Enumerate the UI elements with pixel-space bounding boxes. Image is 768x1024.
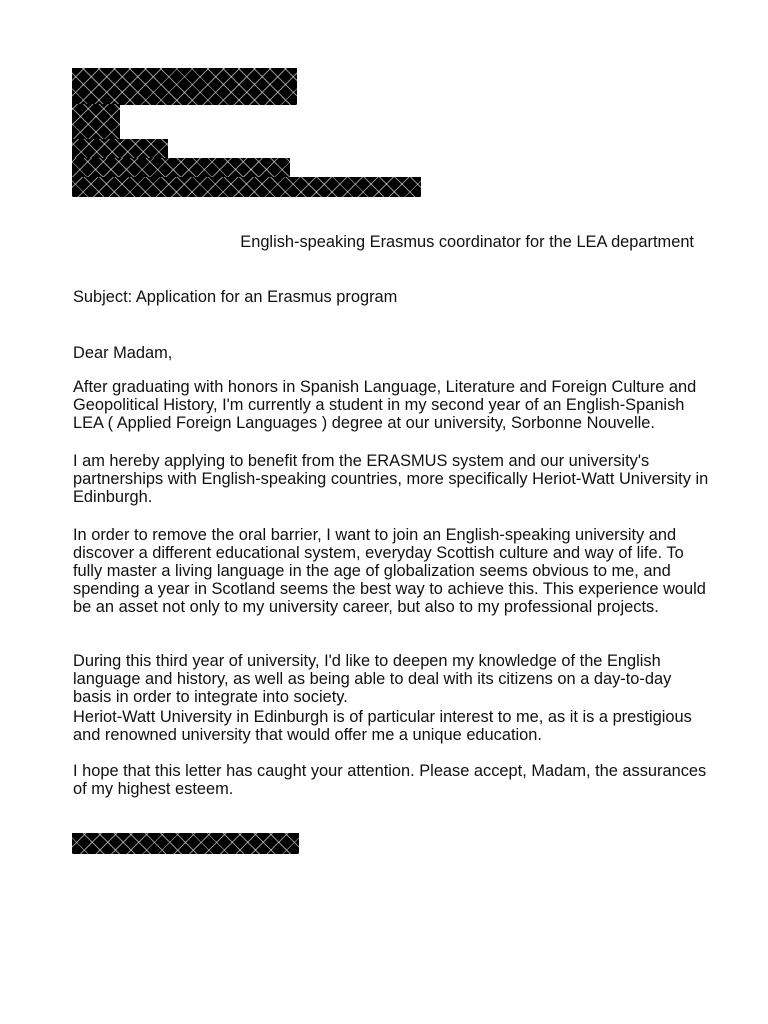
subject-line: Subject: Application for an Erasmus program [73,288,398,306]
redaction-bar [72,139,168,159]
redaction-bar [72,177,421,197]
redaction-bar [72,104,120,140]
body-paragraph-1b: I am hereby applying to benefit from the ERASMUS system and our university's partnerships with English-speaking countries, more specifically Heriot-Watt University in Edinburgh. [73,452,709,506]
redaction-bar [72,158,290,178]
body-paragraph-3b: Heriot-Watt University in Edinburgh is of particular interest to me, as it is a prestigious and renowned university that would offer me a unique education. [73,708,692,744]
recipient-line: English-speaking Erasmus coordinator for the LEA department [240,233,694,251]
salutation: Dear Madam, [73,344,173,362]
body-paragraph-2: In order to remove the oral barrier, I want to join an English-speaking university and discover a different educational system, everyday Scottish culture and way of life. To fully master a living language in the age of globalization seems obvious to me, and spending a year in Scotland seems the best way to achieve this. This experience would be an asset not only to my university career, but also to my professional projects. [73,526,706,616]
body-paragraph-3a: During this third year of university, I'd like to deepen my knowledge of the English language and history, as well as being able to deal with its citizens on a day-to-day basis in order to integrate into society. [73,652,672,706]
redacted-signature [72,833,299,854]
redaction-bar [72,68,297,105]
closing-paragraph: I hope that this letter has caught your attention. Please accept, Madam, the assurances of my highest esteem. [73,762,707,798]
body-paragraph-1a: After graduating with honors in Spanish Language, Literature and Foreign Culture and Geopolitical History, I'm currently a student in my second year of an English-Spanish LEA ( Applied Foreign Languages ) degree at our university, Sorbonne Nouvelle. [73,378,697,432]
